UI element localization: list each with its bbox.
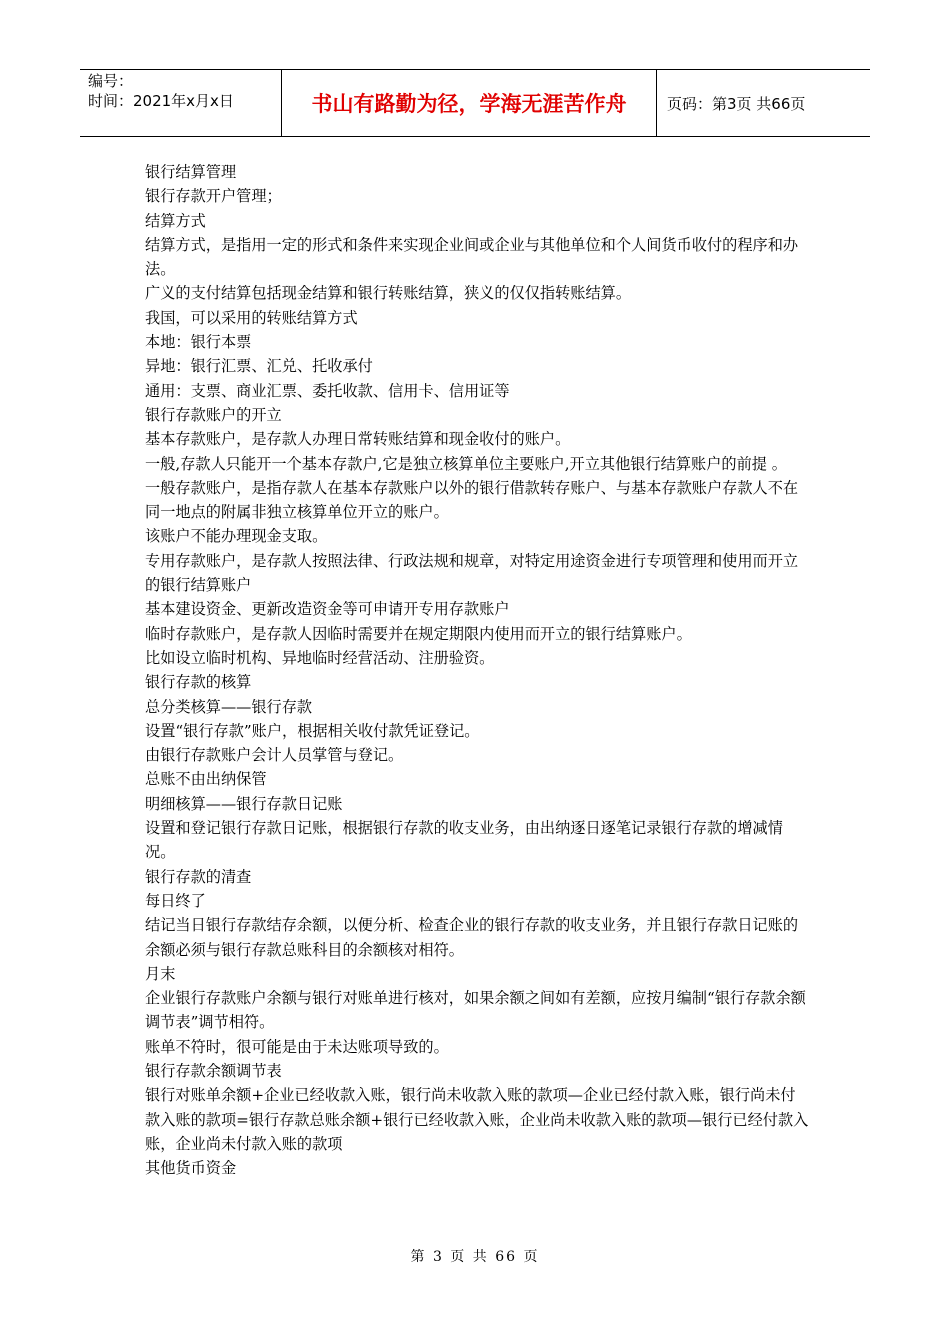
text-line: 账单不符时，很可能是由于未达账项导致的。: [145, 1037, 449, 1056]
text-line: 银行结算管理: [145, 163, 237, 181]
text-line: 总账不由出纳保管: [145, 770, 267, 789]
text-line: 银行存款的清查: [145, 867, 252, 886]
text-line: 其他货币资金: [145, 1159, 237, 1178]
text-line: 银行存款开户管理；: [145, 187, 282, 206]
text-line: 结算方式: [145, 211, 206, 230]
text-line: 一般存款账户，是指存款人在基本存款账户以外的银行借款转存账户、与基本存款账户存款人不在同一地点的附属非独立核算单位开立的账户。: [145, 478, 799, 522]
text-line: 通用：支票、商业汇票、委托收款、信用卡、信用证等: [145, 381, 510, 400]
time-label: 时间：2021年x月x日: [88, 92, 234, 110]
number-label: 编号：: [88, 72, 134, 90]
text-line: 结记当日银行存款结存余额，以便分析、检查企业的银行存款的收支业务，并且银行存款日记账的余额必须与银行存款总账科目的余额核对相符。: [145, 916, 799, 959]
text-line: 广义的支付结算包括现金结算和银行转账结算，狭义的仅仅指转账结算。: [145, 284, 631, 303]
text-line: 专用存款账户，是存款人按照法律、行政法规和规章，对特定用途资金进行专项管理和使用而开立的银行结算账户: [145, 551, 799, 595]
text-line: 比如设立临时机构、异地临时经营活动、注册验资。: [145, 648, 495, 667]
text-line: 每日终了: [145, 891, 206, 910]
text-line: 结算方式，是指用一定的形式和条件来实现企业间或企业与其他单位和个人间货币收付的程序和办法。: [145, 235, 799, 279]
header-motto: 书山有路勤为径，学海无涯苦作舟: [282, 70, 657, 136]
document-header: [80, 69, 870, 137]
text-line: 银行存款的核算: [145, 673, 252, 692]
text-line: 总分类核算——银行存款: [145, 697, 313, 716]
text-line: 我国，可以采用的转账结算方式: [145, 308, 358, 327]
page-footer: 第 3 页 共 66 页: [410, 1249, 540, 1265]
text-line: 银行存款账户的开立: [145, 405, 282, 424]
text-line: 明细核算——银行存款日记账: [145, 794, 343, 813]
text-line: 由银行存款账户会计人员掌管与登记。: [145, 746, 404, 765]
text-line: 一般,存款人只能开一个基本存款户,它是独立核算单位主要账户,开立其他银行结算账户的前提 。: [145, 454, 787, 473]
header-page-info: 页码：第3页 共66页: [667, 94, 806, 113]
text-line: 临时存款账户，是存款人因临时需要并在规定期限内使用而开立的银行结算账户。: [145, 624, 692, 643]
text-line: 本地：银行本票: [145, 333, 252, 352]
text-line: 设置和登记银行存款日记账，根据银行存款的收支业务，由出纳逐日逐笔记录银行存款的增减情况。: [145, 819, 783, 862]
text-line: 异地：银行汇票、汇兑、托收承付: [145, 357, 373, 376]
text-line: 银行对账单余额+企业已经收款入账，银行尚未收款入账的款项—企业已经付款入账，银行尚未付款入账的款项=银行存款总账余额+银行已经收款入账，企业尚未收款入账的款项—银行已经付款入账，企业尚未付款入账的款项: [145, 1086, 809, 1153]
text-line: 月末: [145, 964, 176, 983]
text-line: 基本建设资金、更新改造资金等可申请开专用存款账户: [145, 600, 510, 619]
text-line: 银行存款余额调节表: [145, 1061, 282, 1080]
text-line: 设置“银行存款”账户，根据相关收付款凭证登记。: [145, 721, 480, 740]
document-body: [145, 160, 810, 1180]
text-line: 企业银行存款账户余额与银行对账单进行核对，如果余额之间如有差额，应按月编制“银行存款余额调节表”调节相符。: [145, 989, 806, 1032]
header-meta: [80, 70, 282, 136]
text-line: 基本存款账户，是存款人办理日常转账结算和现金收付的账户。: [145, 430, 571, 449]
text-line: 该账户不能办理现金支取。: [145, 527, 328, 546]
